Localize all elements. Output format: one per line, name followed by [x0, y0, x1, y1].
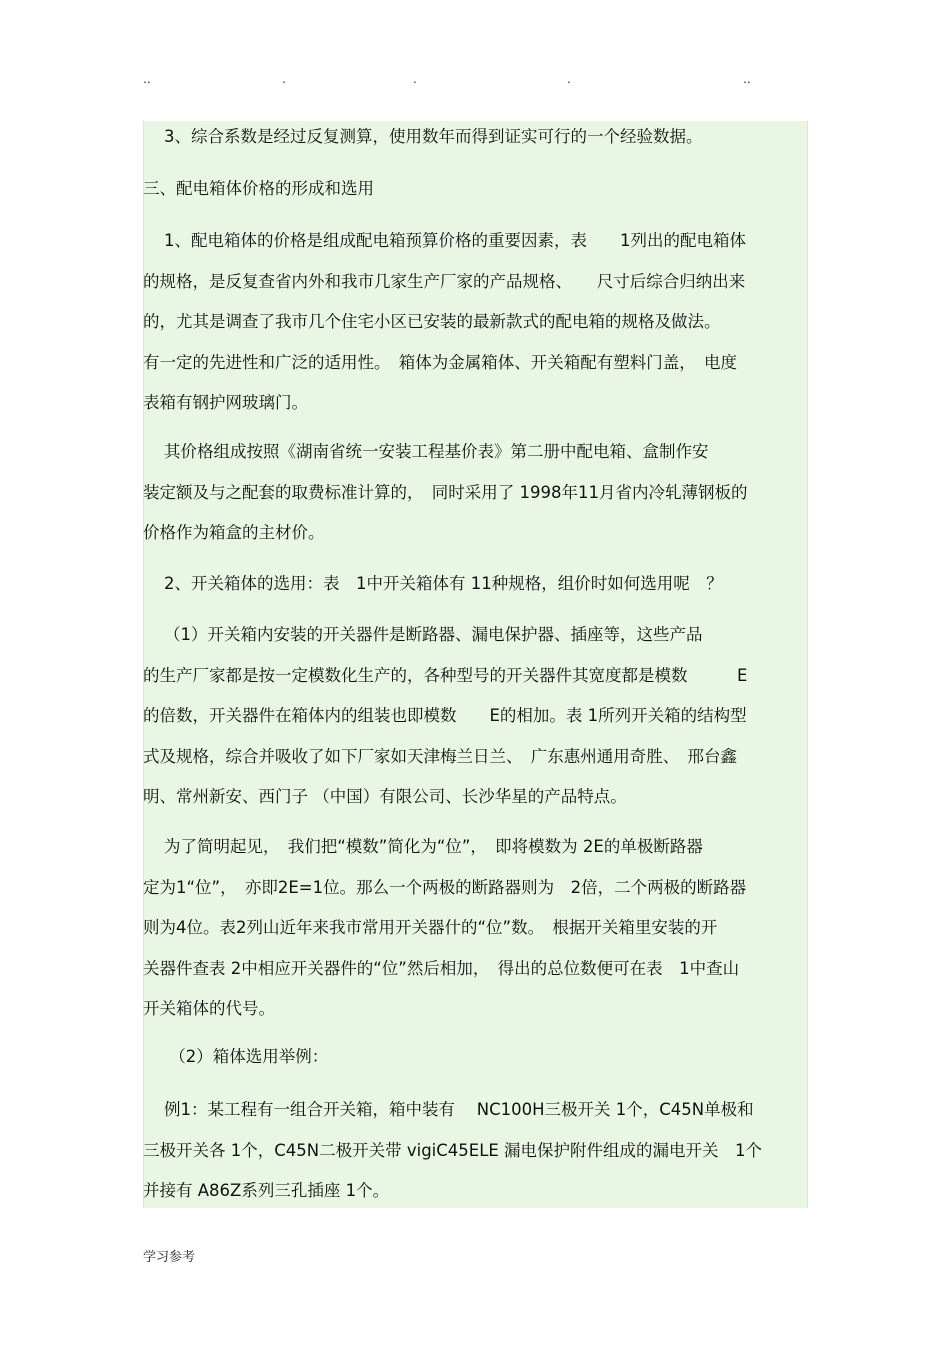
text-line: 三、配电箱体价格的形成和选用 [143, 179, 374, 198]
text-line: 关器件查表 2中相应开关器件的“位”然后相加， 得出的总位数便可在表 1中查山 [143, 958, 740, 978]
text-line: 1、配电箱体的价格是组成配电箱预算价格的重要因素，表 1列出的配电箱体 [143, 231, 746, 250]
text-line: 的，尤其是调查了我市几个住宅小区已安装的最新款式的配电箱的规格及做法。 [143, 312, 721, 331]
subheading-example [143, 1037, 806, 1078]
text-line: （2）箱体选用举例： [143, 1047, 329, 1066]
paragraph-switch-box-selection [143, 564, 806, 605]
paragraph-position-unit [143, 827, 806, 1030]
page-header-marks [0, 72, 950, 92]
paragraph-price-composition [143, 432, 806, 554]
text-line: 式及规格，综合并吸收了如下厂家如天津梅兰日兰、 广东惠州通用奇胜、 邢台鑫 [143, 746, 737, 766]
header-mark: . [282, 72, 286, 86]
header-mark: .. [143, 72, 151, 86]
paragraph-example-1 [143, 1090, 806, 1212]
section-heading [143, 169, 806, 210]
text-line: 三极开关各 1个，C45N二极开关带 vigiC45ELE 漏电保护附件组成的漏电开关 1个 [143, 1140, 763, 1160]
text-line: 并接有 A86Z系列三孔插座 1个。 [143, 1181, 390, 1200]
text-line: 价格作为箱盒的主材价。 [143, 523, 325, 542]
text-line: 其价格组成按照《湖南省统一安装工程基价表》第二册中配电箱、盒制作安 [143, 442, 709, 461]
text-line: 3、综合系数是经过反复测算，使用数年而得到证实可行的一个经验数据。 [143, 127, 703, 146]
header-mark: .. [743, 72, 751, 86]
text-line: 明、常州新安、西门子 （中国）有限公司、长沙华星的产品特点。 [143, 787, 627, 806]
text-line: 定为1“位”， 亦即2E=1位。那么一个两极的断路器则为 2倍，二个两极的断路器 [143, 877, 747, 897]
text-line: 例1：某工程有一组合开关箱，箱中装有 NC100H三极开关 1个，C45N单极和 [143, 1100, 754, 1119]
header-mark: . [567, 72, 571, 86]
text-line: 开关箱体的代号。 [143, 999, 275, 1018]
text-line: 2、开关箱体的选用：表 1中开关箱体有 11种规格，组价时如何选用呢 ？ [143, 574, 723, 593]
text-line: 有一定的先进性和广泛的适用性。 箱体为金属箱体、开关箱配有塑料门盖， 电度 [143, 352, 737, 372]
text-line: 则为4位。表2列山近年来我市常用开关器什的“位”数。 根据开关箱里安装的开 [143, 918, 718, 937]
text-line: 表箱有钢护网玻璃门。 [143, 393, 308, 412]
page-footer: 学习参考 [143, 1250, 196, 1265]
text-line: 的规格，是反复查省内外和我市几家生产厂家的产品规格、 尺寸后综合归纳出来 [143, 271, 746, 291]
text-line: 的生产厂家都是按一定模数化生产的，各种型号的开关器件其宽度都是模数 E [143, 665, 748, 685]
paragraph-coefficient [143, 117, 806, 158]
text-line: （1）开关箱内安装的开关器件是断路器、漏电保护器、插座等，这些产品 [143, 625, 703, 644]
paragraph-modular-devices [143, 615, 806, 818]
text-line: 的倍数，开关器件在箱体内的组装也即模数 E的相加。表 1所列开关箱的结构型 [143, 706, 747, 725]
text-line: 装定额及与之配套的取费标准计算的， 同时采用了 1998年11月省内冷轧薄钢板的 [143, 482, 748, 502]
text-line: 为了简明起见， 我们把“模数”简化为“位”， 即将模数为 2E的单极断路器 [143, 837, 703, 856]
paragraph-box-price [143, 221, 806, 424]
header-mark: . [413, 72, 417, 86]
